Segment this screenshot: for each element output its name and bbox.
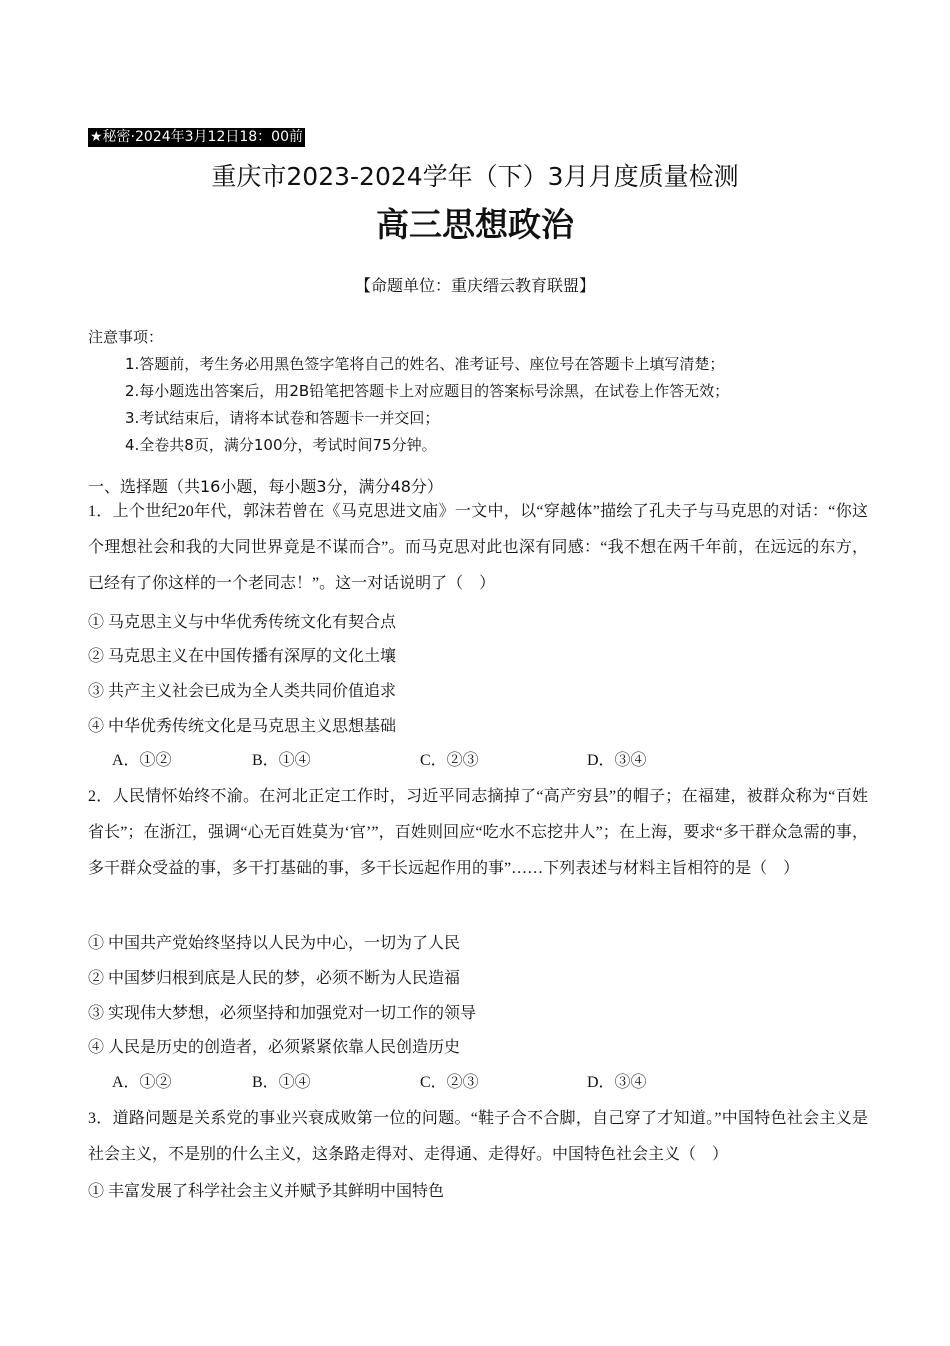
exam-title: 重庆市2023-2024学年（下）3月月度质量检测 [211,162,739,191]
question-2-option: ③ 实现伟大梦想，必须坚持和加强党对一切工作的领导 [88,1005,477,1022]
secret-tag: ★秘密·2024年3月12日18：00前 [90,129,303,145]
choice-a: A．①② [112,752,172,769]
question-2-option: ④ 人民是历史的创造者，必须紧紧依靠人民创造历史 [88,1039,461,1056]
author-unit: 【命题单位：重庆缙云教育联盟】 [354,276,595,295]
question-3-option: ① 丰富发展了科学社会主义并赋予其鲜明中国特色 [88,1183,445,1200]
question-1-stem: 1．上个世纪20年代，郭沫若曾在《马克思进文庙》一文中，以“穿越体”描绘了孔夫子与马克思的对话：“你这个理想社会和我的大同世界竟是不谋而合”。而马克思对此也深有同感：“我不想在两千年前，在远远的东方，已经有了你这样的一个老同志！”。这一对话说明了（ ） [88,503,868,592]
choice-d: D．③④ [587,752,647,769]
question-1-option: ① 马克思主义与中华优秀传统文化有契合点 [88,614,397,631]
choice-c: C．②③ [420,752,479,769]
question-1-option: ③ 共产主义社会已成为全人类共同价值追求 [88,683,397,700]
notice-item: 4.全卷共8页，满分100分，考试时间75分钟。 [125,436,437,454]
choice-b: B．①④ [252,1074,311,1091]
subject-title: 高三思想政治 [376,205,574,244]
choice-c: C．②③ [420,1074,479,1091]
section-heading: 一、选择题（共16小题，每小题3分，满分48分） [88,477,443,496]
notice-item: 3.考试结束后，请将本试卷和答题卡一并交回； [125,409,440,427]
notice-heading: 注意事项： [88,328,164,346]
question-2-stem: 2．人民情怀始终不渝。在河北正定工作时，习近平同志摘掉了“高产穷县”的帽子；在福建，被群众称为“百姓省长”；在浙江，强调“心无百姓莫为‘官’”，百姓则回应“吃水不忘挖井人”；在上海，要求“多干群众急需的事，多干群众受益的事，多干打基础的事，多干长远起作用的事”……下列表述与材料主旨相符的是（ ） [88,788,868,877]
question-1-option: ④ 中华优秀传统文化是马克思主义思想基础 [88,718,397,735]
question-3-stem: 3．道路问题是关系党的事业兴衰成败第一位的问题。“鞋子合不合脚，自己穿了才知道。”中国特色社会主义是社会主义，不是别的什么主义，这条路走得对、走得通、走得好。中国特色社会主义（ ） [88,1110,868,1163]
question-2-option: ① 中国共产党始终坚持以人民为中心，一切为了人民 [88,935,461,952]
choice-d: D．③④ [587,1074,647,1091]
choice-a: A．①② [112,1074,172,1091]
notice-list [125,351,729,459]
question-1-option: ② 马克思主义在中国传播有深厚的文化土壤 [88,648,397,665]
choice-b: B．①④ [252,752,311,769]
notice-item: 1.答题前，考生务必用黑色签字笔将自己的姓名、准考证号、座位号在答题卡上填写清楚； [125,355,725,373]
notice-item: 2.每小题选出答案后，用2B铅笔把答题卡上对应题目的答案标号涂黑，在试卷上作答无效； [125,382,730,400]
question-2-option: ② 中国梦归根到底是人民的梦，必须不断为人民造福 [88,970,461,987]
